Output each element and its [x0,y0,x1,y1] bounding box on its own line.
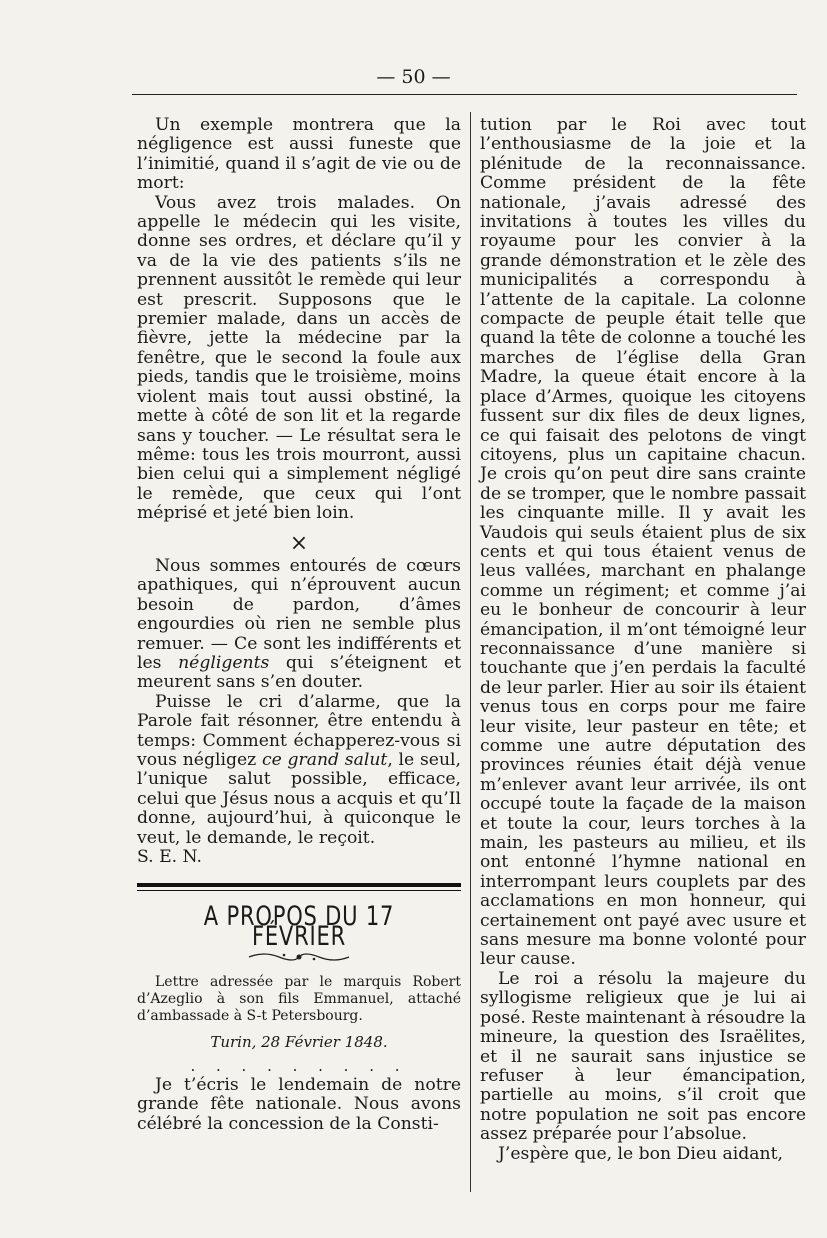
text-run: Nous sommes entourés de cœurs apathiques, qui n’éprouvent aucun besoin de pardon, d’âmes engourdies où rien ne semble plus remuer. — Ce sont les indifférents et les [137,555,461,673]
final-line: J’espère que, le bon Dieu aidant, [498,1143,783,1164]
letter-dateline: Turin, 28 Février 1848. [210,1033,388,1052]
section-title: A PROPOS DU 17 FÉVRIER [203,901,395,952]
ornament-flourish-icon [244,950,354,964]
text-run: , le seul, l’unique salut possible, efficace, celui que Jésus nous a acquis et qu’Il donne, aujourd’hui, à quiconque le veut, le demande, le reçoit. [137,750,461,848]
separator-cross-icon: × [289,530,309,556]
text-run: Puisse le cri d’alarme, que la Parole fait résonner, être entendu à temps: Comment échapperez-vous si vous négligez [137,691,461,770]
letter-opening: Je t’écris le lendemain de notre grande fête nationale. Nous avons célébré la concession de la Consti- [137,1075,461,1134]
emphasis-text: négligents [178,652,270,673]
text-run: qui s’éteignent et meurent sans s’en douter. [137,652,461,693]
section-rule-thin [137,890,461,891]
letter-caption: Lettre adressée par le marquis Robert d’Azeglio à son fils Emmanuel, attaché d’ambassade à S-t Petersbourg. [137,974,461,1025]
header-rule [132,94,797,95]
page-number: — 50 — [376,66,451,88]
section-rule-thick [137,883,461,887]
right-column [480,116,806,1164]
intro-paragraph: Un exemple montrera que la négligence est aussi funeste que l’inimitié, quand il s’agit de vie ou de mort: [137,115,461,194]
malades-paragraph: Vous avez trois malades. On appelle le médecin qui les visite, donne ses ordres, et déclare qu’il y va de la vie des patients s’ils ne prennent aussitôt le remède qui leur est prescrit. Supposons que le premier malade, dans un accès de fièvre, jette la médecine par la fenêtre, que le second la foule aux pieds, tandis que le troisième, moins violent mais tout aussi obstiné, la mette à côté de son lit et la regarde sans y toucher. — Le résultat sera le même: tous les trois mourront, aussi bien celui qui a simplement négligé le remède, que ceux qui l’ont méprisé et jeté bien loin. [137,192,461,524]
emphasis-text: ce grand salut [261,750,388,770]
constitution-paragraph: tution par le Roi avec tout l’enthousiasme de la joie et la plénitude de la reconnaissance. Comme président de la fête nationale, j’avais adressé des invitations à toutes les villes du royaume pour les convier à la grande démonstration et le zèle des municipalités a correspondu à l’attente de la capitale. La colonne compacte de peuple était telle que quand la tête de colonne a touché les marches de l’église della Gran Madre, la queue était encore à la place d’Armes, quoique les citoyens fussent sur dix files de deux lignes, ce qui faisait des pelotons de vingt citoyens, plus un capitaine chacun. Je crois qu’on peut dire sans crainte de se tromper, que le nombre passait les cinquante mille. Il y avait les Vaudois qui seuls étaient plus de six cents et qui tous étaient venus de leus vallées, marchant en phalange comme un régiment; et comme j’ai eu le bonheur de concourir à leur émancipation, il m’ont témoigné leur reconnaissance d’une manière si touchante que j’en perdais la faculté de leur parler. Hier au soir ils étaient venus tous en corps pour me faire leur visite, leur pasteur en tête; et comme une autre députation des provinces réunies était déjà venue m’enlever avant leur arrivée, ils ont occupé toute la façade de la maison et toute la cour, leurs torches à la main, les pasteurs au milieu, et ils ont entonné l’hymne national en interrompant leurs couplets par des acclamations en mon honneur, qui certainement ont payé avec usure et sans mesure ma bonne volonté pour leur cause. [480,115,806,970]
left-column [137,116,461,1134]
signature: S. E. N. [137,847,202,868]
column-divider [470,112,471,1192]
alarme-paragraph [137,693,461,848]
syllogisme-paragraph: Le roi a résolu la majeure du syllogisme religieux que je lui ai posé. Reste maintenant à résoudre la mineure, la question des Israëlites, et il ne saurait sans injustice se refuser à leur émancipation, partielle au moins, s’il croit que notre population ne soit pas encore assez préparée pour l’absolue. [480,968,806,1145]
indifferents-paragraph [137,557,461,693]
ellipsis-dots: . . . . . . . . . [190,1056,408,1075]
